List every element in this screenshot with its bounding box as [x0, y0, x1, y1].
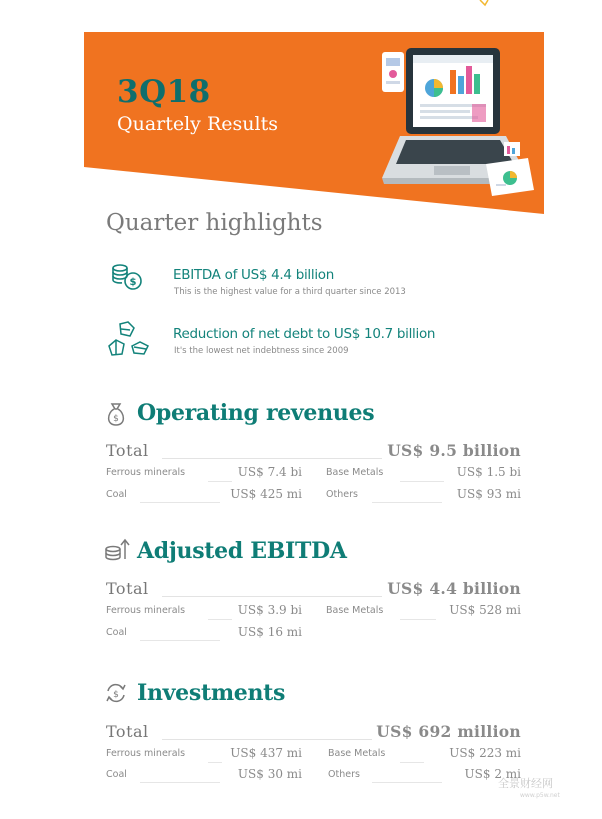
divider-line — [372, 502, 442, 503]
divider-line — [208, 481, 232, 482]
divider-line — [400, 481, 444, 482]
row-label: Others — [326, 489, 358, 500]
section-total-label: Total — [106, 722, 149, 741]
svg-text:$: $ — [129, 277, 137, 288]
row-value: US$ 16 mi — [237, 625, 302, 639]
section-total-label: Total — [106, 579, 149, 598]
section-total-value: US$ 4.4 billion — [387, 579, 521, 598]
highlight-ebitda-text: EBITDA of US$ 4.4 billion — [173, 267, 334, 283]
divider-line — [140, 640, 220, 641]
svg-text:$: $ — [113, 690, 119, 700]
row-label: Base Metals — [326, 467, 384, 478]
money-bag-icon — [104, 401, 128, 427]
divider-line — [400, 762, 424, 763]
divider-line — [140, 782, 220, 783]
section-title-investments: Investments — [137, 680, 286, 706]
banner-subtitle: Quartely Results — [117, 113, 278, 135]
highlight-net-debt-text: Reduction of net debt to US$ 10.7 billion — [173, 326, 436, 342]
watermark-url: www.p5w.net — [520, 792, 560, 799]
row-value: US$ 437 mi — [230, 746, 302, 760]
section-total-value: US$ 692 million — [376, 722, 521, 741]
row-value: US$ 1.5 bi — [456, 465, 521, 479]
section-title-operating-revenues: Operating revenues — [137, 400, 375, 426]
row-label: Base Metals — [328, 748, 386, 759]
divider-line — [162, 739, 372, 740]
divider-line — [162, 596, 382, 597]
divider-line — [372, 782, 442, 783]
row-value: US$ 30 mi — [237, 767, 302, 781]
divider-line — [208, 619, 232, 620]
corner-decoration — [478, 0, 492, 8]
divider-line — [162, 458, 382, 459]
row-label: Coal — [106, 489, 127, 500]
highlight-net-debt-subtext: It's the lowest net indebtness since 2009 — [174, 346, 349, 356]
section-title-adjusted-ebitda: Adjusted EBITDA — [137, 538, 347, 564]
section-total-label: Total — [106, 441, 149, 460]
row-value: US$ 223 mi — [449, 746, 521, 760]
rocks-icon — [106, 320, 154, 362]
highlight-ebitda-subtext: This is the highest value for a third quarter since 2013 — [174, 287, 406, 297]
svg-text:$: $ — [113, 414, 119, 424]
row-value: US$ 2 mi — [464, 767, 521, 781]
banner-title: 3Q18 — [117, 74, 211, 110]
row-label: Base Metals — [326, 605, 384, 616]
watermark: 全景财经网 — [498, 777, 553, 790]
row-value: US$ 425 mi — [230, 487, 302, 501]
laptop-illustration-icon — [360, 44, 540, 202]
row-label: Coal — [106, 769, 127, 780]
dollar-cycle-icon — [104, 681, 128, 705]
row-value: US$ 528 mi — [449, 603, 521, 617]
divider-line — [400, 619, 436, 620]
row-label: Others — [328, 769, 360, 780]
divider-line — [208, 762, 222, 763]
row-value: US$ 93 mi — [456, 487, 521, 501]
row-value: US$ 7.4 bi — [237, 465, 302, 479]
section-total-value: US$ 9.5 billion — [387, 441, 521, 460]
highlights-heading: Quarter highlights — [106, 210, 323, 236]
row-label: Ferrous minerals — [106, 467, 186, 478]
divider-line — [140, 502, 220, 503]
row-label: Ferrous minerals — [106, 748, 186, 759]
coin-stack-arrow-icon — [104, 537, 130, 563]
row-value: US$ 3.9 bi — [237, 603, 302, 617]
row-label: Ferrous minerals — [106, 605, 186, 616]
coins-dollar-icon — [110, 262, 146, 292]
row-label: Coal — [106, 627, 127, 638]
